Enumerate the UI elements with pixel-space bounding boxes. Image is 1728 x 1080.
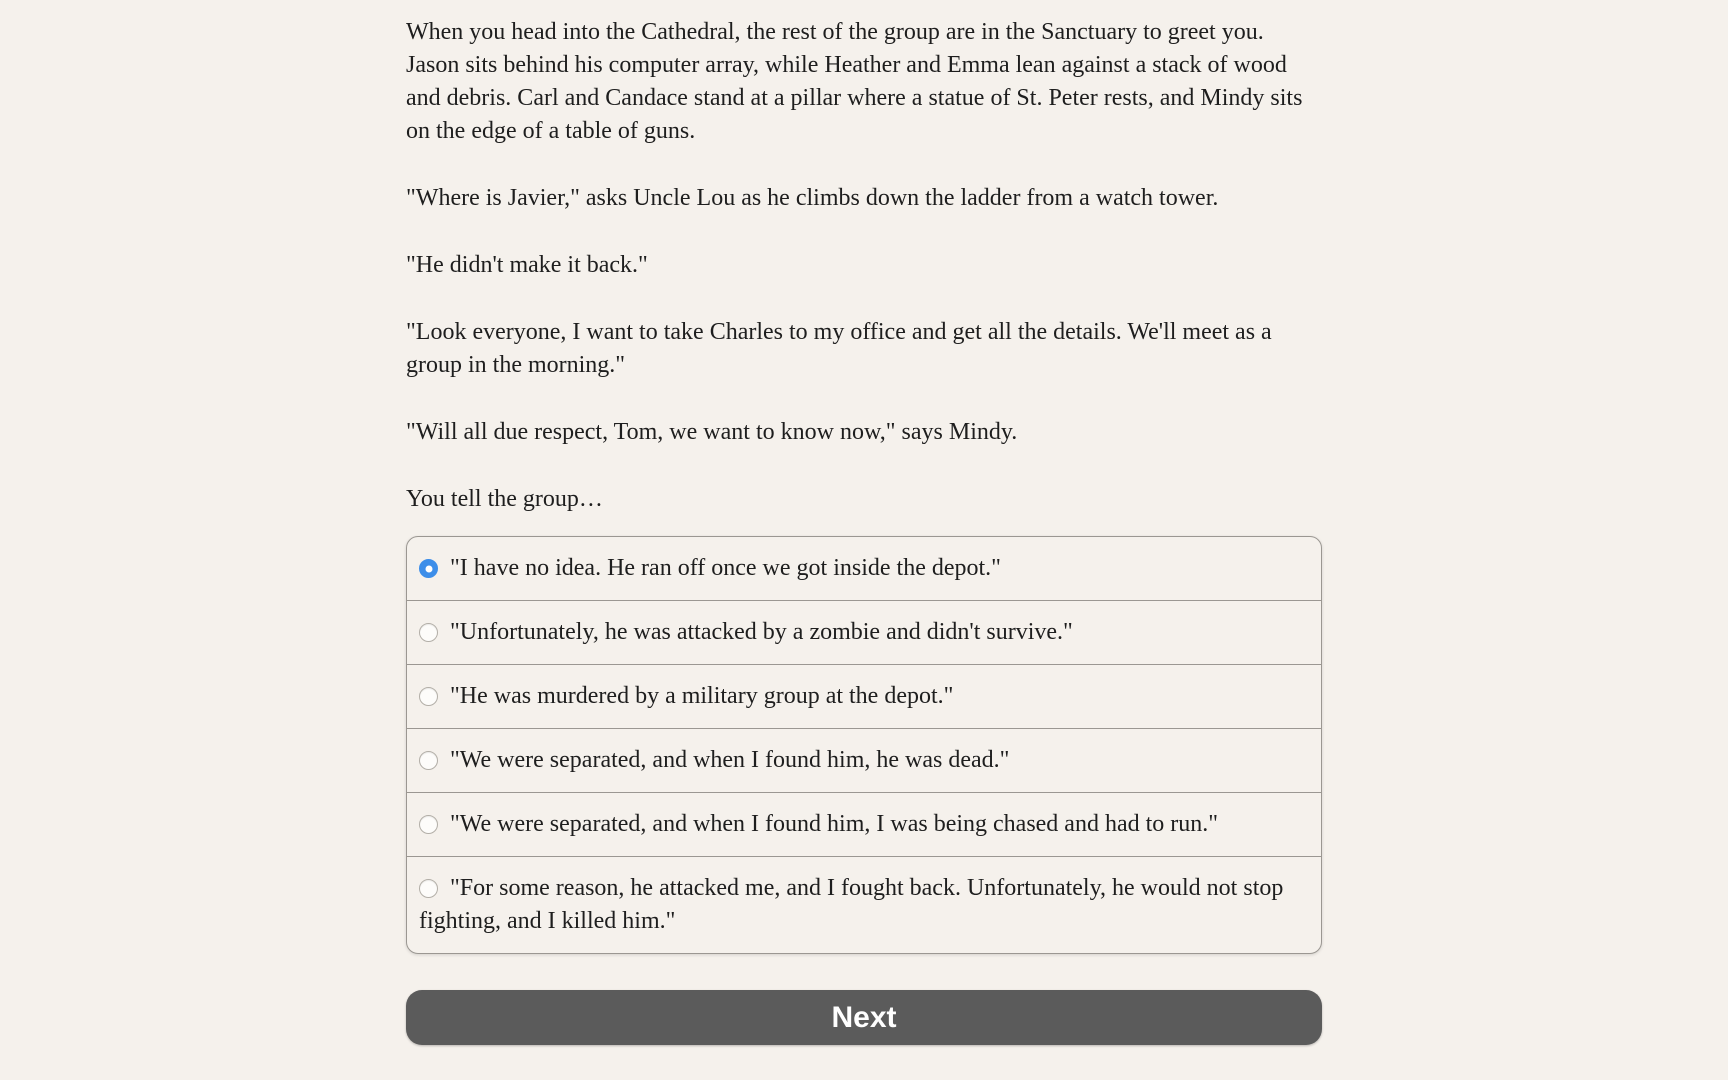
choices-box — [406, 536, 1322, 954]
radio-icon[interactable] — [419, 687, 438, 706]
radio-icon[interactable] — [419, 623, 438, 642]
choice-option-label: "For some reason, he attacked me, and I fought back. Unfortunately, he would not stop fighting, and I killed him." — [419, 875, 1284, 934]
story-paragraph: "He didn't make it back." — [406, 252, 648, 278]
next-button[interactable]: Next — [406, 990, 1322, 1045]
choice-option-label: "I have no idea. He ran off once we got inside the depot." — [450, 555, 1001, 581]
choice-option-label: "We were separated, and when I found him, he was dead." — [450, 747, 1010, 773]
choice-option[interactable] — [407, 728, 1321, 792]
choice-option[interactable] — [407, 856, 1321, 953]
choice-option-label: "We were separated, and when I found him, I was being chased and had to run." — [450, 811, 1219, 837]
story-paragraph: "Look everyone, I want to take Charles to my office and get all the details. We'll meet as a group in the morning." — [406, 319, 1272, 378]
story-text — [406, 16, 1322, 516]
choice-option[interactable] — [407, 600, 1321, 664]
choice-option[interactable] — [407, 537, 1321, 600]
content-column — [406, 0, 1322, 1045]
story-paragraph: "Will all due respect, Tom, we want to know now," says Mindy. — [406, 419, 1018, 445]
radio-icon[interactable] — [419, 559, 438, 578]
radio-icon[interactable] — [419, 879, 438, 898]
choice-option[interactable] — [407, 792, 1321, 856]
story-prompt: You tell the group… — [406, 486, 603, 512]
story-paragraph: When you head into the Cathedral, the rest of the group are in the Sanctuary to greet you. Jason sits behind his computer array, while Heather and Emma lean against a stack of wood and debris. Carl and Candace stand at a pillar where a statue of St. Peter rests, and Mindy sits on the edge of a table of guns. — [406, 19, 1303, 144]
choice-option-label: "Unfortunately, he was attacked by a zombie and didn't survive." — [450, 619, 1073, 645]
story-paragraph: "Where is Javier," asks Uncle Lou as he climbs down the ladder from a watch tower. — [406, 185, 1219, 211]
radio-icon[interactable] — [419, 815, 438, 834]
choice-option[interactable] — [407, 664, 1321, 728]
radio-icon[interactable] — [419, 751, 438, 770]
choice-option-label: "He was murdered by a military group at the depot." — [450, 683, 954, 709]
